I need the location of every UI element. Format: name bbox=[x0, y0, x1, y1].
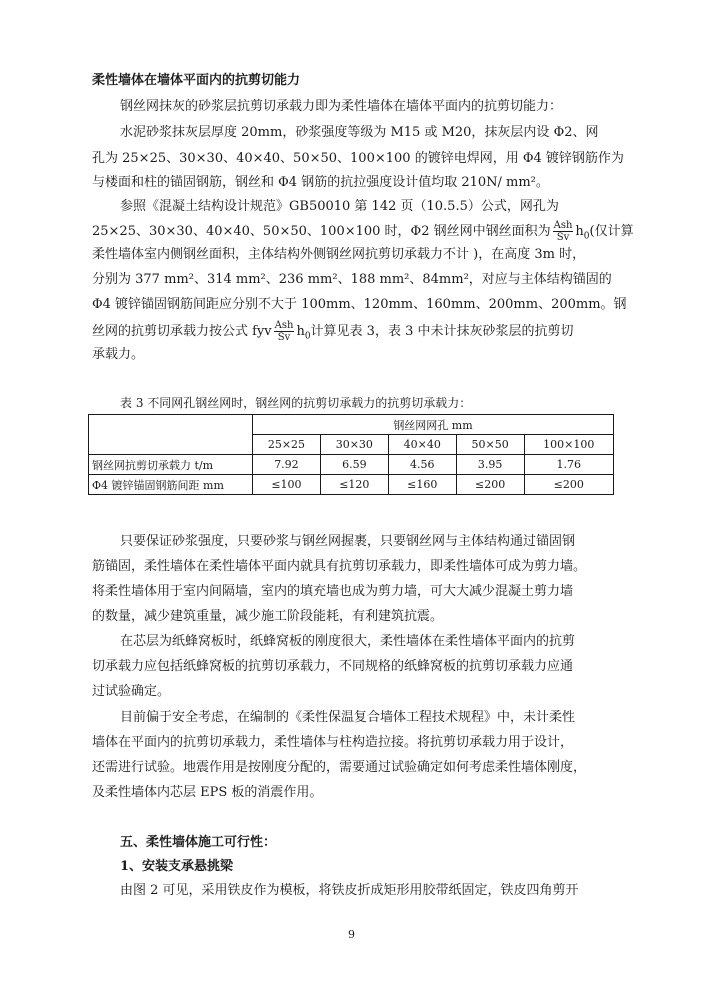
formula-line bbox=[92, 220, 634, 247]
table-cell: 6.59 bbox=[320, 455, 388, 475]
table-cell: ≤200 bbox=[456, 475, 524, 495]
paragraph-line: 目前偏于安全考虑，在编制的《柔性保温复合墙体工程技术规程》中，未计柔性 bbox=[120, 710, 576, 725]
fraction-numerator: Ash bbox=[553, 220, 573, 231]
row-label: 钢丝网抗剪切承载力 t/m bbox=[89, 455, 253, 475]
table-corner-cell bbox=[89, 415, 253, 455]
paragraph-line: 孔为 25×25、30×30、40×40、50×50、100×100 的镀锌电焊网，用 Φ4 镀锌钢筋作为 bbox=[92, 151, 624, 166]
table-row bbox=[89, 455, 614, 475]
h0-symbol: h bbox=[296, 324, 305, 339]
table-cell: 4.56 bbox=[388, 455, 456, 475]
formula-text: (仅计算 bbox=[589, 224, 634, 239]
paragraph-line: 参照《混凝土结构设计规范》GB50010 第 142 页（10.5.5）公式，网孔为 bbox=[120, 199, 559, 214]
paragraph-line: 由图 2 可见，采用铁皮作为模板，将铁皮折成矩形用胶带纸固定，铁皮四角剪开 bbox=[120, 883, 579, 898]
table-cell: 7.92 bbox=[253, 455, 321, 475]
column-header: 50×50 bbox=[456, 435, 524, 455]
formula-text: 25×25、30×30、40×40、50×50、100×100 时，Φ2 钢丝网中钢丝面积为 bbox=[92, 224, 551, 239]
subsection-1-title: 1、安装支承悬挑梁 bbox=[120, 859, 234, 874]
paragraph-line: 钢丝网抹灰的砂浆层抗剪切承载力即为柔性墙体在墙体平面内的抗剪切能力： bbox=[120, 99, 563, 114]
paragraph-line: 墙体在平面内的抗剪切承载力，柔性墙体与柱构造拉接。将抗剪切承载力用于设计， bbox=[92, 735, 574, 750]
table-caption: 表 3 不同网孔钢丝网时，钢丝网的抗剪切承载力的抗剪切承载力： bbox=[120, 396, 472, 410]
fraction-denominator: Sv bbox=[556, 232, 570, 243]
paragraph-line: 还需进行试验。地震作用是按刚度分配的，需要通过试验确定如何考虑柔性墙体刚度， bbox=[92, 760, 587, 775]
table-header-row bbox=[89, 415, 614, 435]
paragraph-line: 过试验确定。 bbox=[92, 684, 171, 699]
paragraph-line: 承载力。 bbox=[92, 347, 145, 362]
table-cell: ≤120 bbox=[320, 475, 388, 495]
table-cell: ≤160 bbox=[388, 475, 456, 495]
paragraph-line: 分别为 377 mm²、314 mm²、236 mm²、188 mm²、84mm²，对应与主体结构锚固的 bbox=[92, 272, 612, 287]
paragraph-line: 水泥砂浆抹灰层厚度 20mm，砂浆强度等级为 M15 或 M20，抹灰层内设 Φ2、网 bbox=[120, 125, 599, 140]
fraction-denominator: Sv bbox=[277, 332, 291, 343]
h0-subscript: 0 bbox=[583, 231, 590, 242]
paragraph-line: 只要保证砂浆强度，只要砂浆与钢丝网握裹，只要钢丝网与主体结构通过锚固钢 bbox=[120, 534, 576, 549]
section-5-title: 五、柔性墙体施工可行性： bbox=[120, 835, 277, 850]
table-row bbox=[89, 475, 614, 495]
paragraph-line: 柔性墙体室内侧钢丝面积，主体结构外侧钢丝网抗剪切承载力不计 )，在高度 3m 时， bbox=[92, 247, 586, 262]
data-table bbox=[88, 414, 614, 495]
column-group-header: 钢丝网网孔 mm bbox=[253, 415, 614, 435]
fraction-numerator: Ash bbox=[274, 320, 294, 331]
formula-line bbox=[92, 320, 614, 347]
table-cell: 1.76 bbox=[524, 455, 613, 475]
row-label: Φ4 镀锌锚固钢筋间距 mm bbox=[89, 475, 253, 495]
h0-subscript: 0 bbox=[304, 331, 311, 342]
column-header: 100×100 bbox=[524, 435, 613, 455]
table-cell: ≤200 bbox=[524, 475, 613, 495]
ash-sv-fraction bbox=[274, 320, 295, 343]
paragraph-line: 的数量，减少建筑重量，减少施工阶段能耗，有利建筑抗震。 bbox=[92, 609, 444, 624]
paragraph-line: Φ4 镀锌锚固钢筋间距应分别不大于 100mm、120mm、160mm、200mm、200mm。钢 bbox=[92, 297, 627, 312]
formula-text: 丝网的抗剪切承载力按公式 fyv bbox=[92, 324, 272, 339]
formula-text: 计算见表 3，表 3 中未计抹灰砂浆层的抗剪切 bbox=[310, 324, 574, 339]
paragraph-line: 与楼面和柱的锚固钢筋，钢丝和 Φ4 钢筋的抗拉强度设计值均取 210N/ mm²。 bbox=[92, 175, 549, 190]
paragraph-line: 将柔性墙体用于室内间隔墙，室内的填充墙也成为剪力墙，可大大减少混凝土剪力墙 bbox=[92, 584, 574, 599]
section-title: 柔性墙体在墙体平面内的抗剪切能力 bbox=[92, 73, 301, 88]
column-header: 25×25 bbox=[253, 435, 321, 455]
page-number: 9 bbox=[348, 928, 355, 941]
paragraph-line: 在芯层为纸蜂窝板时，纸蜂窝板的刚度很大，柔性墙体在柔性墙体平面内的抗剪 bbox=[120, 634, 576, 649]
paragraph-line: 切承载力应包括纸蜂窝板的抗剪切承载力，不同规格的纸蜂窝板的抗剪切承载力应通 bbox=[92, 659, 574, 674]
paragraph-line: 及柔性墙体内芯层 EPS 板的消震作用。 bbox=[92, 785, 323, 800]
table-cell: 3.95 bbox=[456, 455, 524, 475]
table-cell: ≤100 bbox=[253, 475, 321, 495]
h0-symbol: h bbox=[575, 224, 584, 239]
paragraph-line: 筋锚固，柔性墙体在柔性墙体平面内就具有抗剪切承载力，即柔性墙体可成为剪力墙。 bbox=[92, 559, 587, 574]
ash-sv-fraction bbox=[553, 220, 574, 243]
column-header: 30×30 bbox=[320, 435, 388, 455]
column-header: 40×40 bbox=[388, 435, 456, 455]
